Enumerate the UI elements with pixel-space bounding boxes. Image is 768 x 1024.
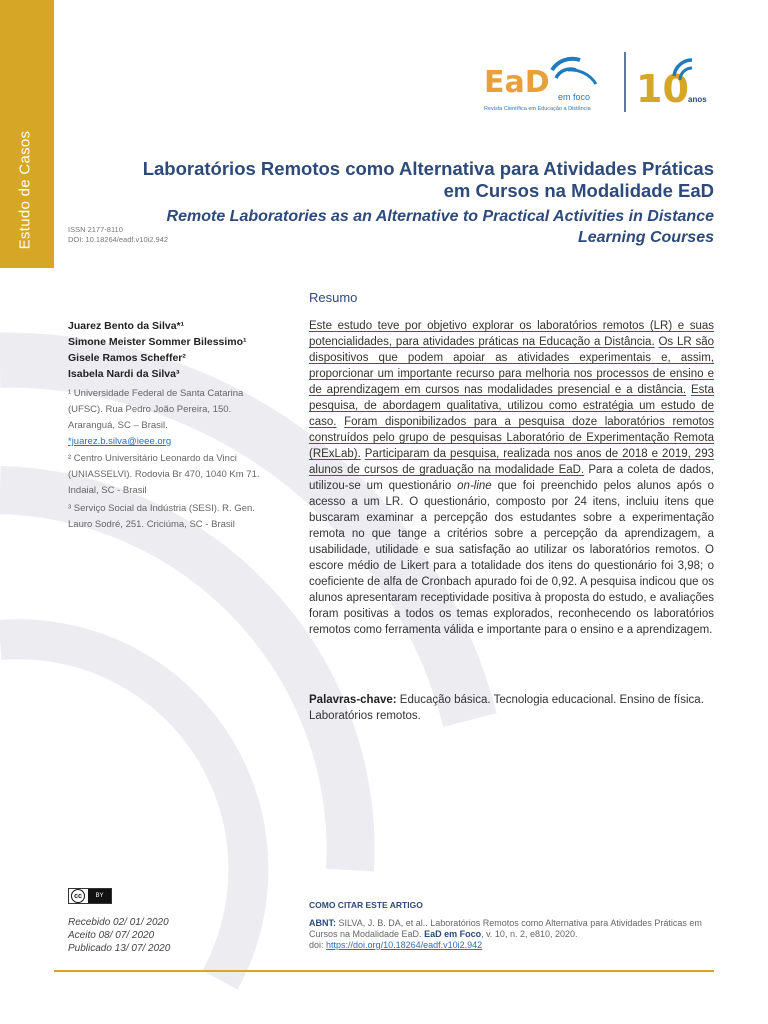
section-band bbox=[0, 0, 54, 268]
logo-tagline: Revista Científica em Educação a Distância bbox=[484, 106, 591, 112]
affiliation-1-text: ¹ Universidade Federal de Santa Catarina (UFSC). Rua Pedro João Pereira, 150. Araranguá, SC – Brasil. bbox=[68, 388, 244, 431]
abstract-sentence-5: Participaram da pesquisa, realizada nos anos de 2018 e 2019, 293 alunos de cursos de graduação na modalidade EaD. bbox=[309, 448, 714, 476]
abstract-text bbox=[309, 318, 714, 638]
cc-icon: cc bbox=[71, 889, 85, 903]
issn-block bbox=[68, 225, 168, 245]
author: Simone Meister Sommer Bilessimo¹ bbox=[68, 336, 247, 348]
article-dates bbox=[68, 916, 170, 955]
doi: DOI: 10.18264/eadf.v10i2.942 bbox=[68, 235, 169, 244]
author-list bbox=[68, 318, 273, 382]
citation bbox=[309, 918, 714, 951]
article-title-pt: Laboratórios Remotos como Alternativa para Atividades Práticas em Cursos na Modalidade EaD bbox=[142, 158, 714, 201]
author: Isabela Nardi da Silva³ bbox=[68, 368, 180, 380]
keywords-text: Educação básica. Tecnologia educacional. Ensino de física. Laboratórios remotos. bbox=[309, 694, 704, 722]
section-label: Estudo de Casos bbox=[16, 130, 34, 250]
author: Juarez Bento da Silva*¹ bbox=[68, 320, 185, 332]
cc-by-license-icon[interactable] bbox=[68, 888, 112, 904]
logo-anniversary: 10 bbox=[636, 67, 689, 111]
abstract-sentence-1: Este estudo teve por objetivo explorar os laboratórios remotos (LR) e suas potencialidades, para atividades práticas na Educação a Distância. bbox=[309, 320, 714, 348]
footer-rule bbox=[54, 970, 714, 972]
citation-text: SILVA, J. B. DA, et al.. Laboratórios Remotos como Alternativa para Atividades Práticas em Cursos na Modalidade EaD. bbox=[309, 918, 702, 939]
abstract-online-term: on-line bbox=[457, 480, 492, 492]
logo-sub: em foco bbox=[558, 92, 591, 102]
citation-doi-link[interactable]: https://doi.org/10.18264/eadf.v10i2.942 bbox=[326, 940, 483, 950]
keywords bbox=[309, 692, 714, 724]
author: Gisele Ramos Scheffer² bbox=[68, 352, 186, 364]
date-accepted: Aceito 08/ 07/ 2020 bbox=[68, 930, 155, 941]
issn: ISSN 2177-8110 bbox=[68, 225, 123, 234]
affiliation-1 bbox=[68, 386, 273, 450]
citation-doi-label: doi: bbox=[309, 940, 324, 950]
by-icon: BY bbox=[88, 889, 111, 903]
abstract-heading: Resumo bbox=[309, 290, 358, 305]
ead-logo-graphic bbox=[470, 40, 740, 120]
article-title-en: Remote Laboratories as an Alternative to Practical Activities in Distance Learning Courses bbox=[166, 208, 714, 246]
abstract-sentence-6a: Para a coleta de dados, utilizou-se um questionário bbox=[309, 464, 714, 492]
cite-heading: COMO CITAR ESTE ARTIGO bbox=[309, 900, 423, 910]
affiliation-2: ² Centro Universitário Leonardo da Vinci (UNIASSELVI). Rodovia Br 470, 1040 Km 71. Indaial, SC - Brasil bbox=[68, 453, 260, 496]
abstract-sentence-2: Os LR são dispositivos que podem apoiar as atividades experimentais e, assim, proporcionar um importante recurso para melhoria nos processos de ensino e de aprendizagem em cursos nas modalidades presencial e a distância. bbox=[309, 336, 714, 396]
journal-logo bbox=[470, 40, 740, 120]
date-received: Recebido 02/ 01/ 2020 bbox=[68, 917, 169, 928]
citation-journal: EaD em Foco bbox=[424, 929, 482, 939]
logo-anniversary-unit: anos bbox=[688, 95, 707, 104]
abstract-sentence-3: Esta pesquisa, de abordagem qualitativa, utilizou como estratégia um estudo de caso. bbox=[309, 384, 714, 428]
keywords-label: Palavras-chave: bbox=[309, 694, 397, 706]
date-published: Publicado 13/ 07/ 2020 bbox=[68, 943, 171, 954]
citation-abnt-label: ABNT: bbox=[309, 918, 336, 928]
affiliation-3: ³ Serviço Social da Indústria (SESI). R. Gen. Lauro Sodré, 251. Criciúma, SC - Brasil bbox=[68, 503, 255, 530]
abstract-sentence-4: Foram disponibilizados para a pesquisa doze laboratórios remotos construídos pelo grupo de pesquisas Laboratório de Experimentação Remota (RExLab). bbox=[309, 416, 714, 460]
author-email-link[interactable]: *juarez.b.silva@ieee.org bbox=[68, 436, 172, 447]
citation-volume: , v. 10, n. 2, e810, 2020. bbox=[481, 929, 578, 939]
abstract-sentence-6b: que foi preenchido pelos alunos após o acesso a um LR. O questionário, composto por 24 itens, incluiu itens que buscaram examinar a percepção dos estudantes sobre a experimentação remota no que tange a critérios sobre a percepção da aprendizagem, a usabilidade, utilidade e sua satisfação ao utilizar os laboratórios remotos. O escore médio de Likert para a totalidade dos itens do questionário foi 3,98; o coeficiente de alfa de Cronbach apurado foi de 0,92. A pesquisa indicou que os alunos apresentaram receptividade positiva à proposta do estudo, e avaliações foram positivas a todos os temas explorados, reconhecendo os laboratórios remotos como ferramenta válida e importante para o ensino e a aprendizagem. bbox=[309, 480, 715, 636]
logo-brand: EaD bbox=[484, 65, 550, 100]
